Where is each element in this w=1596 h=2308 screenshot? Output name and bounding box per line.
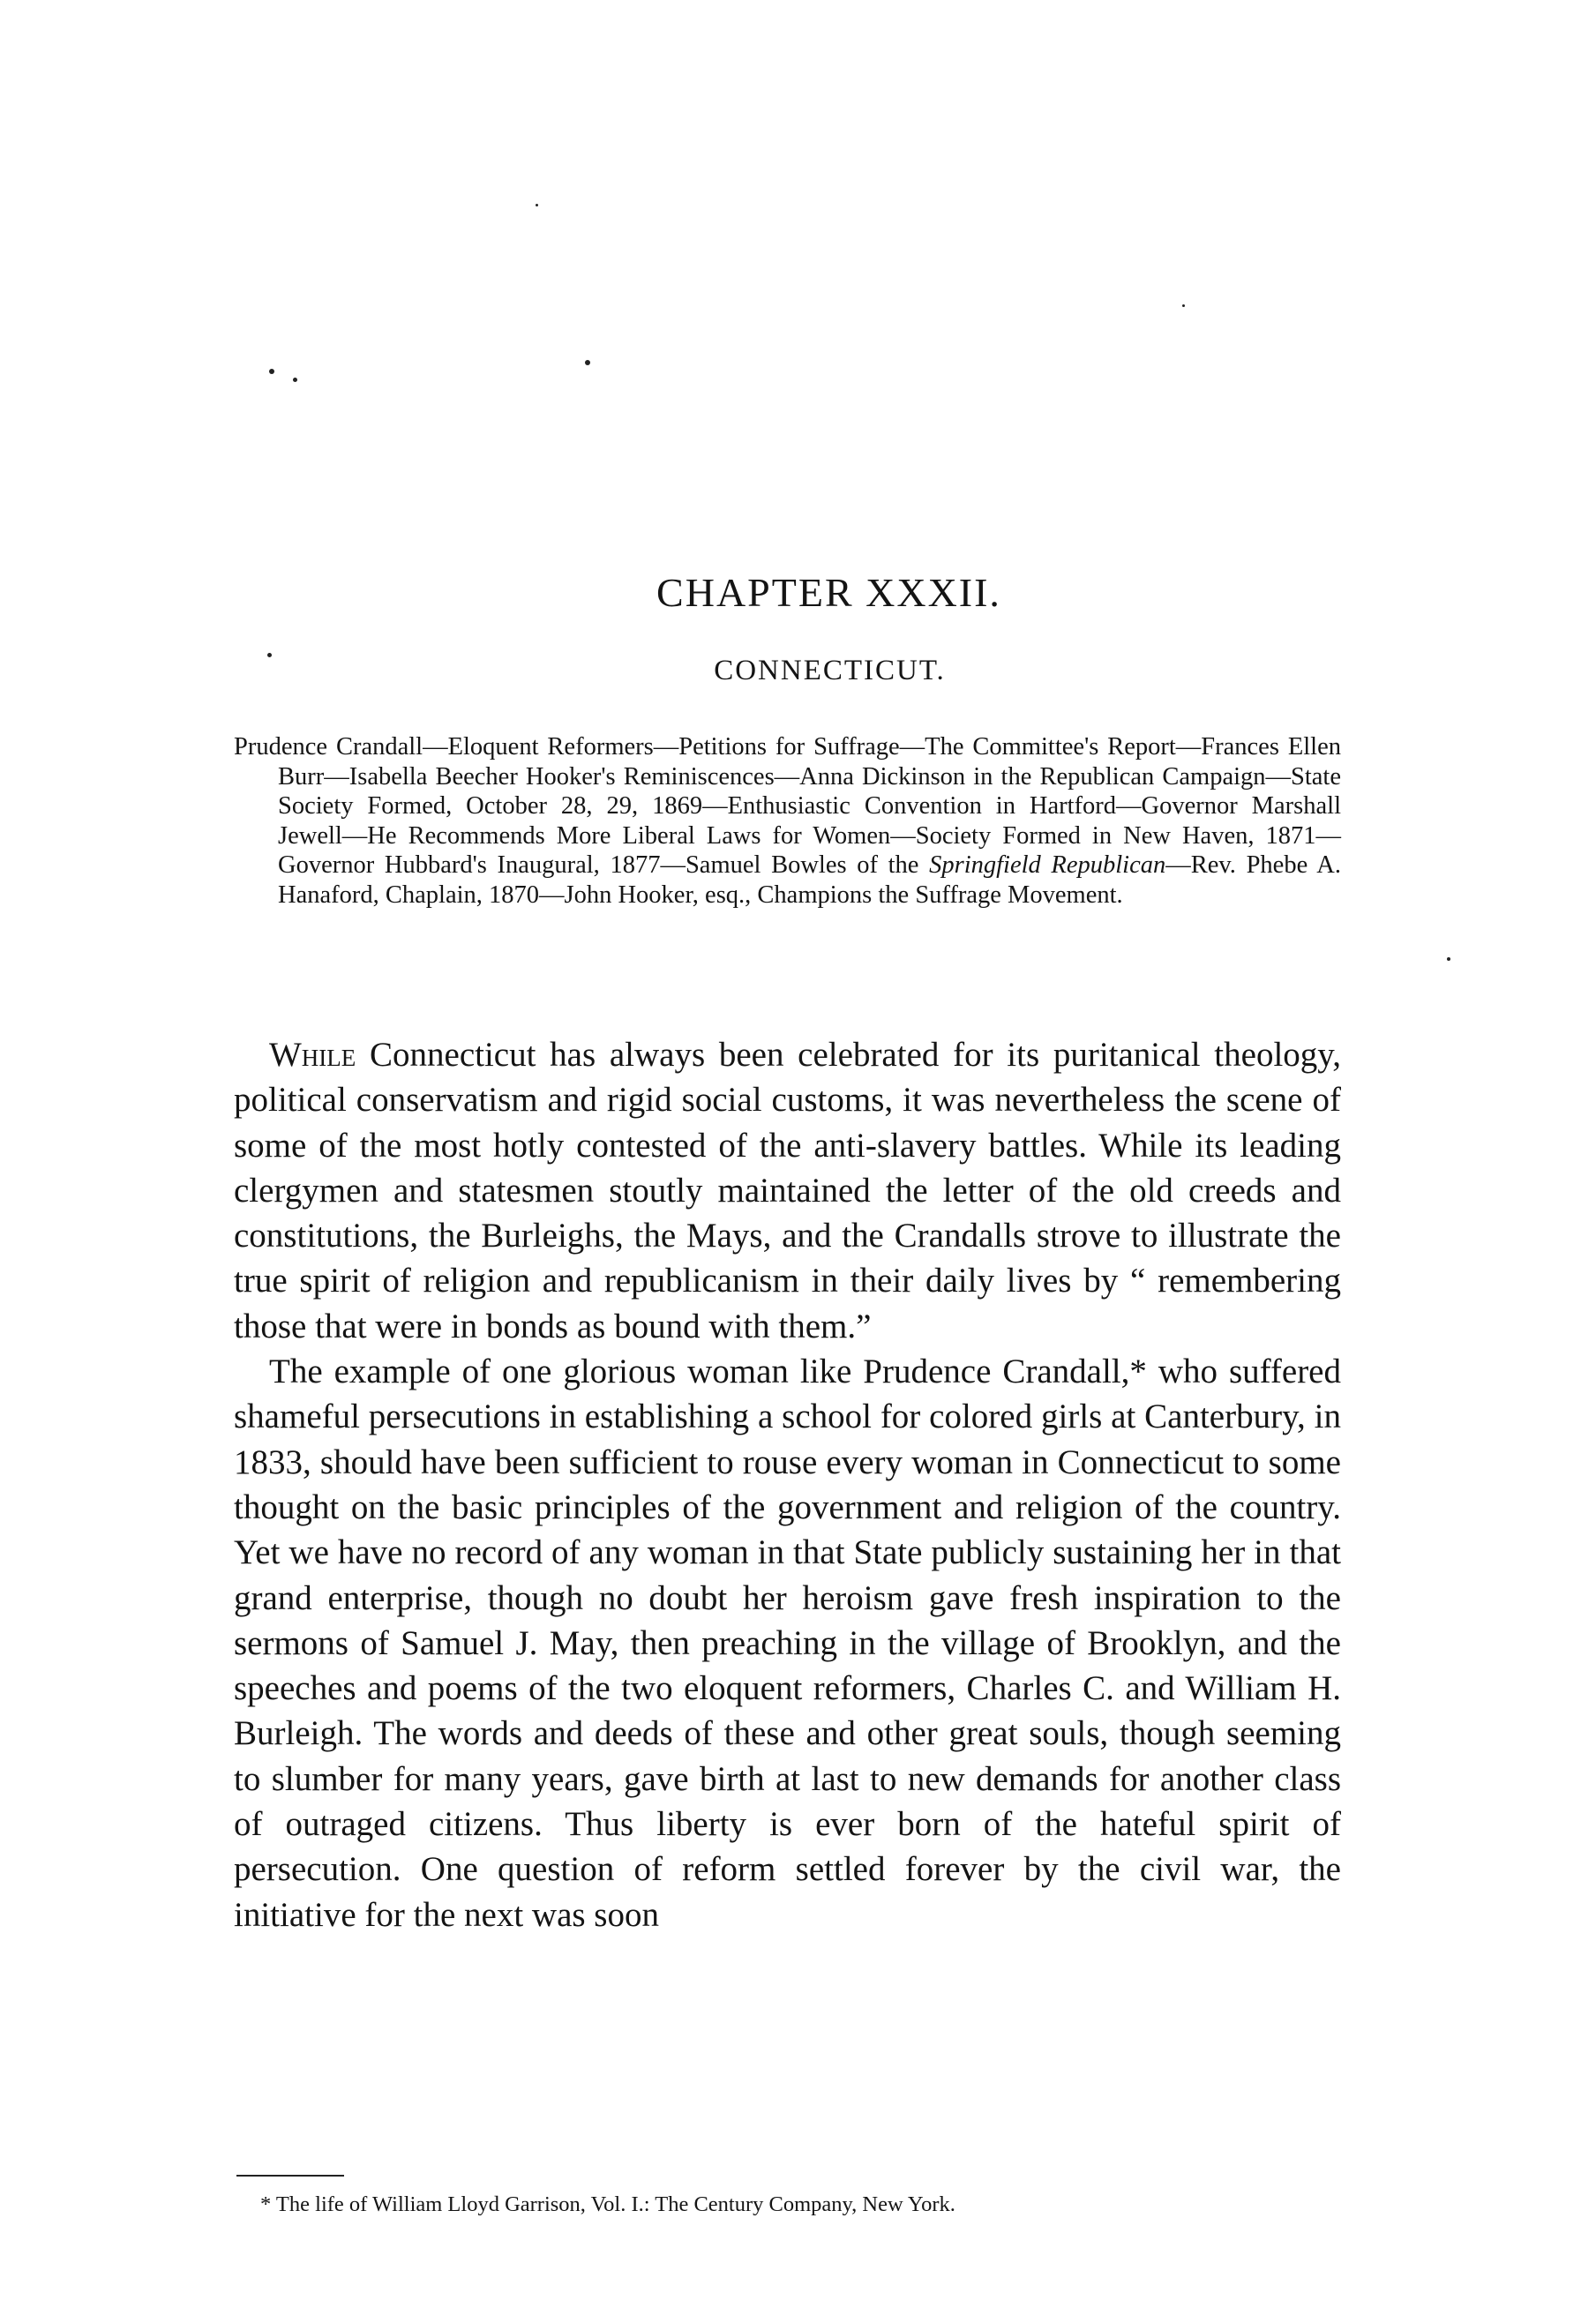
scan-speck [293,378,297,382]
paragraph-1 [234,1032,1341,1349]
paragraph-1-text: Connecticut has always been celebrated for its puritanical theology, political conservatism and rigid social customs, it was nevertheless the scene of some of the most hotly contested of the anti-slavery battles. While its leading clergymen and statesmen stoutly maintained the letter of the old creeds and constitutions, the Burleighs, the Mays, and the Crandalls strove to illustrate the true spirit of religion and republicanism in their daily lives by “ remembering those that were in bonds as bound with them.” [234,1036,1341,1345]
paragraph-2: The example of one glorious woman like Prudence Crandall,* who suffered shameful persecutions in establishing a school for colored girls at Canterbury, in 1833, should have been sufficient to rouse every woman in Connecticut to some thought on the basic principles of the government and religion of the country. Yet we have no record of any woman in that State publicly sustaining her in that grand enterprise, though no doubt her heroism gave fresh inspiration to the sermons of Samuel J. May, then preaching in the village of Brooklyn, and the speeches and poems of the two eloquent reformers, Charles C. and William H. Burleigh. The words and deeds of these and other great souls, though seeming to slumber for many years, gave birth at last to new demands for another class of outraged citizens. Thus liberty is ever born of the hateful spirit of persecution. One question of reform settled forever by the civil war, the initiative for the next was soon [234,1353,1341,1934]
chapter-title: CHAPTER XXXII. [656,570,1001,615]
scan-speck [269,369,274,374]
scan-speck [585,360,590,365]
summary-text-start: Prudence Crandall—Eloquent Reformers—Petitions for Suffrage—The Committee's Report—Frances Ellen Burr—Isabella Beecher Hooker's Reminiscences—Anna Dickinson in the Republican Campaign—State Society Formed, October 28, 29, 1869—Enthusiastic Convention in Hartford—Governor Marshall Jewell—He Recommends More Liberal Laws for Women—Society Formed in New Haven, 1871—Governor Hubbard's Inaugural, 1877—Samuel Bowles of the [234,733,1341,879]
summary-italic-title: Springfield Republican [929,851,1166,879]
summary-text-end: —Rev. Phebe A. Hanaford, Chaplain, 1870—John Hooker, esq., Champions the Suffrage Movement. [278,851,1342,909]
scan-speck [1447,957,1450,961]
paragraph-1-lead: While [269,1036,356,1074]
chapter-subtitle: CONNECTICUT. [714,655,946,686]
scan-speck [536,204,538,206]
scan-speck [1182,304,1185,307]
body-text [234,1032,1341,1937]
chapter-summary [234,732,1341,910]
footnote: * The life of William Lloyd Garrison, Vol. I.: The Century Company, New York. [260,2192,955,2216]
footnote-divider [236,2175,344,2177]
